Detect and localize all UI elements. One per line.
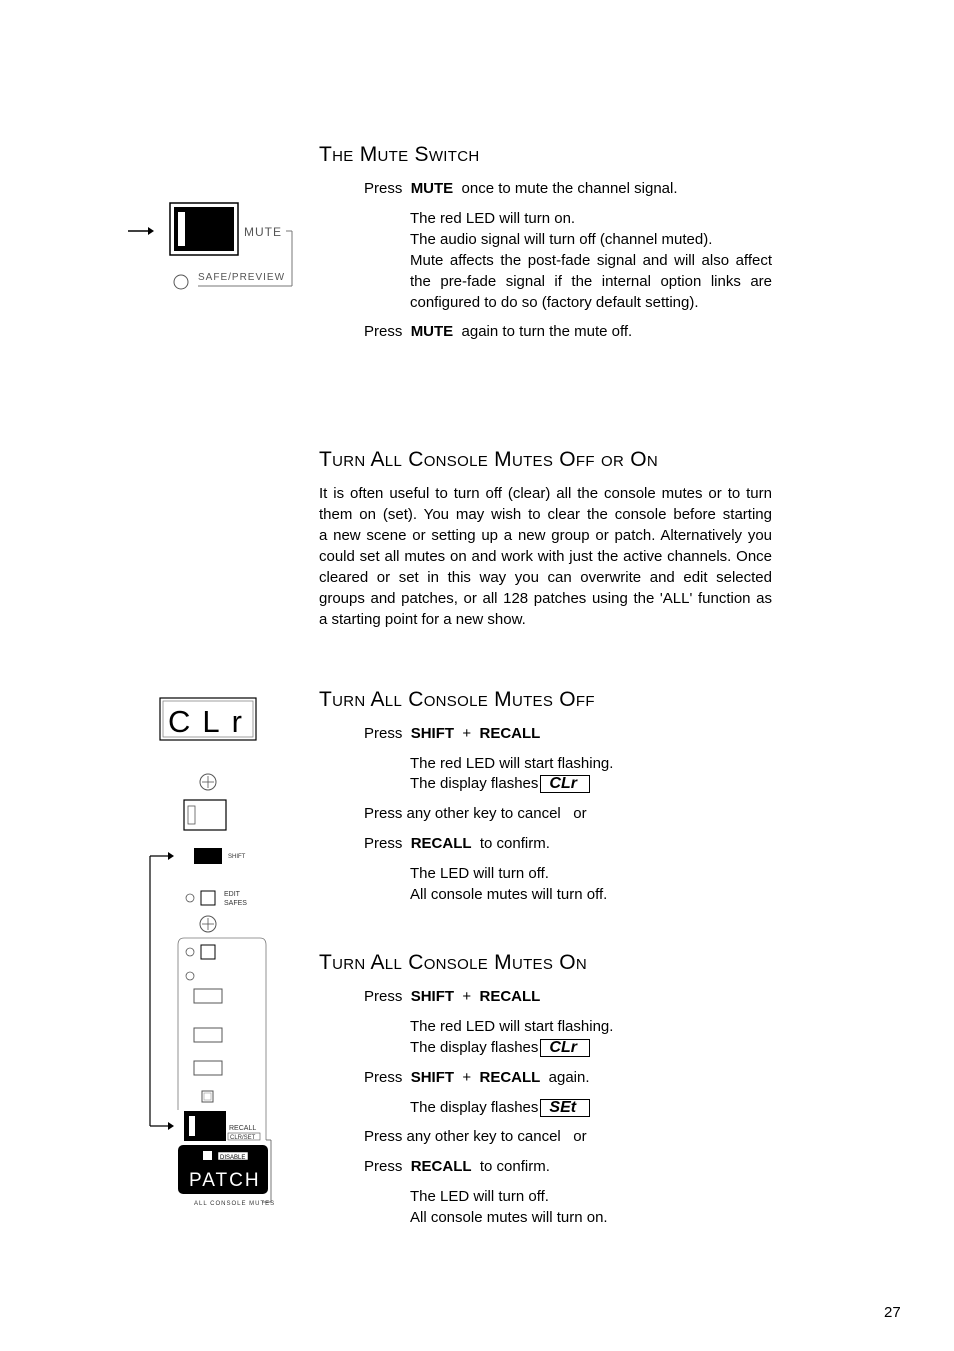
mutes-on-step-1: Press SHIFT + RECALL: [364, 988, 541, 1005]
display-code-set: SEt: [540, 1099, 590, 1117]
mutes-off-detail-1: The red LED will start flashing.: [410, 755, 614, 772]
mute-detail-4: the pre-fade signal if the internal option links are: [410, 273, 772, 290]
mutes-off-step-1: Press SHIFT + RECALL: [364, 725, 541, 742]
mutes-on-cancel: Press any other key to cancel or: [364, 1128, 587, 1145]
display-readout: CLr: [168, 704, 254, 739]
disable-label: DISABLE: [220, 1155, 246, 1161]
mute-step-1: Press MUTE once to mute the channel signal.: [364, 180, 678, 197]
display-code-clr-2: CLr: [540, 1039, 590, 1057]
mutes-off-title: Turn All Console Mutes Off: [319, 688, 595, 711]
mutes-on-result-2: All console mutes will turn on.: [410, 1209, 608, 1226]
console-panel-diagram: [140, 690, 280, 1210]
mutes-on-confirm: Press RECALL to confirm.: [364, 1158, 550, 1175]
mutes-off-detail-2: The display flashes CLr: [410, 775, 590, 793]
page-number: 27: [884, 1304, 901, 1321]
safes-label: SAFES: [224, 900, 247, 907]
mute-switch-title: The Mute Switch: [319, 143, 480, 166]
mutes-on-title: Turn All Console Mutes On: [319, 951, 588, 974]
patch-label: PATCH: [189, 1170, 261, 1191]
mutes-off-result-1: The LED will turn off.: [410, 865, 549, 882]
mutes-off-result-2: All console mutes will turn off.: [410, 886, 608, 903]
clr-set-label: CLR/SET: [230, 1135, 256, 1141]
mute-step-2: Press MUTE again to turn the mute off.: [364, 323, 633, 340]
mutes-on-result-1: The LED will turn off.: [410, 1188, 549, 1205]
edit-label: EDIT: [224, 891, 240, 898]
all-console-mutes-label: ALL CONSOLE MUTES: [194, 1201, 276, 1207]
mutes-off-confirm: Press RECALL to confirm.: [364, 835, 550, 852]
mutes-on-step-2: Press SHIFT + RECALL again.: [364, 1069, 590, 1086]
safe-preview-label: SAFE/PREVIEW: [198, 272, 286, 283]
mutes-off-cancel: Press any other key to cancel or: [364, 805, 587, 822]
recall-label: RECALL: [229, 1125, 257, 1132]
mute-detail-1: The red LED will turn on.: [410, 210, 576, 227]
all-mutes-title: Turn All Console Mutes Off or On: [319, 448, 658, 471]
mutes-on-detail-1: The red LED will start flashing.: [410, 1018, 614, 1035]
all-mutes-paragraph: It is often useful to turn off (clear) all the console mutes or to turn them on (set). You may wish to clear the console before starting a new scene or setting up a new group or patch. Alternatively you could set all mutes on and work with just the active channels. Once cleared or set in this way you can overwrite and edit selected groups and patches, or all 128 patches using the 'ALL' function as a starting point for a new show.: [319, 485, 772, 628]
shift-label: SHIFT: [228, 854, 246, 860]
mutes-on-detail-3: The display flashes SEt: [410, 1099, 590, 1117]
mute-detail-2: The audio signal will turn off (channel muted).: [410, 231, 713, 248]
mute-label: MUTE: [244, 225, 282, 239]
mute-detail-3: Mute affects the post-fade signal and will also affect: [410, 252, 772, 269]
mutes-on-detail-2: The display flashes CLr: [410, 1039, 590, 1057]
display-code-clr: CLr: [540, 775, 590, 793]
mute-switch-diagram: [120, 195, 310, 300]
mute-detail-5: configured to do so (factory default setting).: [410, 294, 699, 311]
